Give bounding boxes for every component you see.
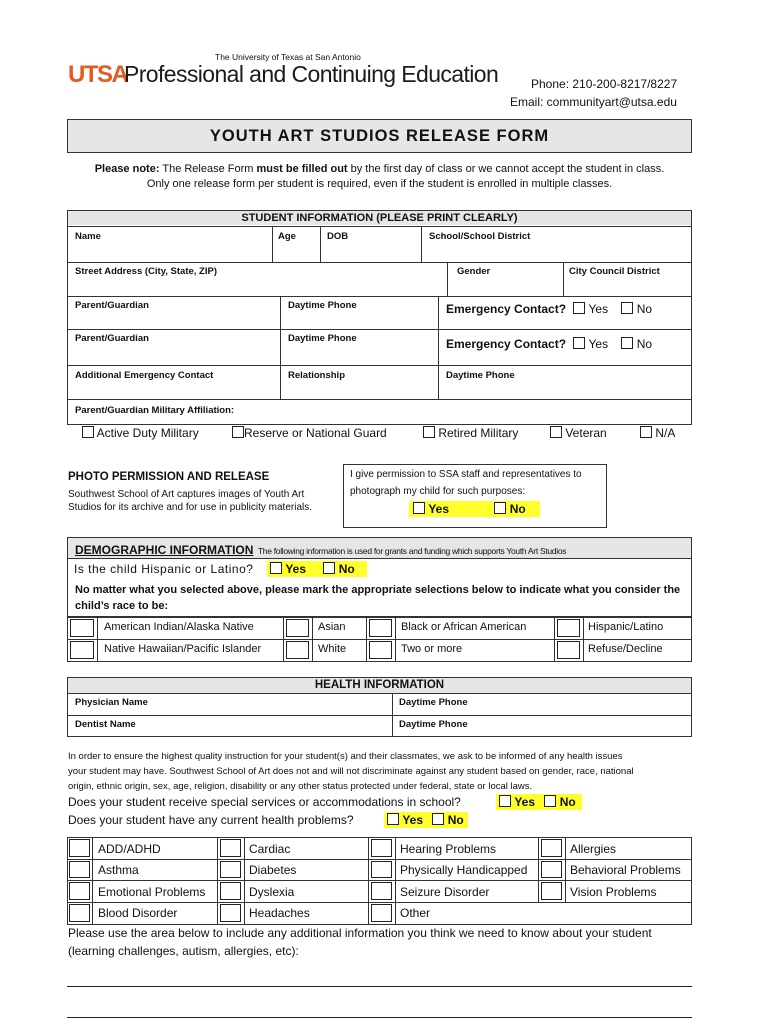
additional-info-1: Please use the area below to include any additional information you think we need to know about your student <box>68 926 652 940</box>
condition-other: Other <box>400 906 431 920</box>
emergency-contact-1 <box>446 302 652 316</box>
demographic-subhead: The following information is used for grants and funding which supports Youth Art Studios <box>257 546 567 556</box>
race-checkbox-white[interactable] <box>286 641 309 659</box>
label-age: Age <box>278 231 296 242</box>
condition-cardiac: Cardiac <box>249 842 291 856</box>
military-reserve-label: Reserve or National Guard <box>244 426 387 440</box>
condition-checkbox-other[interactable] <box>371 904 392 922</box>
condition-checkbox-handicapped[interactable] <box>371 861 392 878</box>
military-active-label: Active Duty Military <box>96 426 199 440</box>
military-na-checkbox[interactable] <box>640 426 652 438</box>
note-line-1 <box>67 163 692 175</box>
demographic-heading-row <box>75 541 566 559</box>
condition-hearing: Hearing Problems <box>400 842 497 856</box>
military-active-checkbox[interactable] <box>82 426 94 438</box>
condition-asthma: Asthma <box>98 863 139 877</box>
race-checkbox-hawaiian[interactable] <box>70 641 94 659</box>
health-para-2: your student may have. Southwest School of Art does not and will not discriminate against any student based on gender, race, national <box>68 766 634 777</box>
special-services-question: Does your student receive special services or accommodations in school? <box>68 795 461 809</box>
utsa-logo: UTSA <box>68 61 128 88</box>
condition-handicapped: Physically Handicapped <box>400 863 528 877</box>
race-hawaiian: Native Hawaiian/Pacific Islander <box>104 643 262 655</box>
health-no-checkbox[interactable] <box>432 813 444 825</box>
photo-permission-1: I give permission to SSA staff and representatives to <box>350 469 582 480</box>
race-american-indian: American Indian/Alaska Native <box>104 621 254 633</box>
condition-blood: Blood Disorder <box>98 906 178 920</box>
hispanic-no-checkbox[interactable] <box>323 562 335 574</box>
condition-dyslexia: Dyslexia <box>249 885 295 899</box>
race-checkbox-two-or-more[interactable] <box>369 641 392 659</box>
military-option-reserve <box>232 426 387 440</box>
photo-permission-2: photograph my child for such purposes: <box>350 486 526 497</box>
health-heading: HEALTH INFORMATION <box>314 679 445 691</box>
dept-name: Professional and Continuing Education <box>124 61 499 87</box>
condition-add-adhd: ADD/ADHD <box>98 842 161 856</box>
condition-headaches: Headaches <box>249 906 310 920</box>
condition-checkbox-dyslexia[interactable] <box>220 882 241 900</box>
special-services-options <box>496 794 582 810</box>
university-name: The University of Texas at San Antonio <box>215 52 361 62</box>
military-option-na <box>640 426 675 440</box>
condition-allergies: Allergies <box>570 842 617 856</box>
contact-phone: Phone: 210-200-8217/8227 <box>531 77 678 91</box>
special-no-checkbox[interactable] <box>544 795 556 807</box>
hispanic-yes-checkbox[interactable] <box>270 562 282 574</box>
race-two-or-more: Two or more <box>401 643 463 655</box>
label-dentist: Dentist Name <box>75 719 136 730</box>
condition-emotional: Emotional Problems <box>98 885 206 899</box>
military-option-veteran <box>550 426 607 440</box>
military-option-retired <box>423 426 518 440</box>
emergency-1-yes-label: Yes <box>588 302 609 316</box>
race-hispanic: Hispanic/Latino <box>588 621 664 633</box>
photo-yes-checkbox[interactable] <box>413 502 425 514</box>
health-problems-options <box>384 812 468 828</box>
health-para-3: origin, ethnic origin, sex, age, religion, disability or any other status protected under federal, state or local laws. <box>68 781 533 792</box>
note-text-2: by the first day of class or we cannot accept the student in class. <box>347 163 665 175</box>
hispanic-yes-label: Yes <box>285 562 307 576</box>
health-no-label: No <box>447 813 464 827</box>
military-option-active <box>82 426 199 440</box>
label-gender: Gender <box>457 266 491 277</box>
photo-no-checkbox[interactable] <box>494 502 506 514</box>
label-phone-3: Daytime Phone <box>446 370 515 381</box>
military-reserve-checkbox[interactable] <box>232 426 244 438</box>
race-black: Black or African American <box>401 621 527 633</box>
student-info-table <box>67 210 692 425</box>
race-checkbox-refuse[interactable] <box>557 641 580 659</box>
condition-checkbox-allergies[interactable] <box>541 839 562 857</box>
race-asian: Asian <box>318 621 346 633</box>
health-problems-question: Does your student have any current health problems? <box>68 813 354 827</box>
note-text-1: The Release Form <box>159 163 257 175</box>
condition-checkbox-emotional[interactable] <box>69 882 90 900</box>
race-checkbox-black[interactable] <box>369 619 392 637</box>
hispanic-no-label: No <box>338 562 355 576</box>
condition-checkbox-add-adhd[interactable] <box>69 839 90 857</box>
emergency-label-1: Emergency Contact? <box>446 302 567 316</box>
emergency-1-no-label: No <box>636 302 653 316</box>
military-retired-label: Retired Military <box>438 426 519 440</box>
condition-vision: Vision Problems <box>570 885 657 899</box>
label-parent-2: Parent/Guardian <box>75 333 149 344</box>
special-yes-label: Yes <box>514 795 536 809</box>
condition-checkbox-cardiac[interactable] <box>220 839 241 857</box>
special-yes-checkbox[interactable] <box>499 795 511 807</box>
photo-yes-label: Yes <box>428 502 450 516</box>
photo-no-label: No <box>509 502 526 516</box>
photo-desc-1: Southwest School of Art captures images of Youth Art <box>68 489 305 500</box>
military-veteran-label: Veteran <box>565 426 607 440</box>
condition-checkbox-vision[interactable] <box>541 882 562 900</box>
race-checkbox-hispanic[interactable] <box>557 619 580 637</box>
photo-heading: PHOTO PERMISSION AND RELEASE <box>68 471 270 483</box>
emergency-2-yes-label: Yes <box>588 337 609 351</box>
photo-options <box>409 501 540 517</box>
health-para-1: In order to ensure the highest quality instruction for your student(s) and their classmates, we ask to be informed of any health issues <box>68 751 623 762</box>
note-line-2: Only one release form per student is required, even if the student is enrolled in multiple classes. <box>146 178 613 190</box>
hispanic-question: Is the child Hispanic or Latino? <box>74 562 254 576</box>
label-street: Street Address (City, State, ZIP) <box>75 266 218 277</box>
condition-checkbox-headaches[interactable] <box>220 904 241 922</box>
condition-checkbox-hearing[interactable] <box>371 839 392 857</box>
additional-info-line-2[interactable] <box>67 1017 692 1018</box>
condition-checkbox-behavioral[interactable] <box>541 861 562 878</box>
condition-behavioral: Behavioral Problems <box>570 863 681 877</box>
condition-diabetes: Diabetes <box>249 863 297 877</box>
condition-checkbox-asthma[interactable] <box>69 861 90 878</box>
emergency-label-2: Emergency Contact? <box>446 337 567 351</box>
label-school: School/School District <box>429 231 531 242</box>
student-heading: STUDENT INFORMATION (PLEASE PRINT CLEARLY) <box>241 212 518 224</box>
emergency-2-no-checkbox[interactable] <box>621 337 633 349</box>
race-white: White <box>318 643 347 655</box>
demographic-heading: DEMOGRAPHIC INFORMATION <box>75 543 254 557</box>
race-checkbox-asian[interactable] <box>286 619 309 637</box>
military-veteran-checkbox[interactable] <box>550 426 562 438</box>
condition-checkbox-seizure[interactable] <box>371 882 392 900</box>
condition-checkbox-diabetes[interactable] <box>220 861 241 878</box>
race-refuse: Refuse/Decline <box>588 643 663 655</box>
photo-desc-2: Studios for its archive and for use in publicity materials. <box>68 502 312 513</box>
label-physician: Physician Name <box>75 697 148 708</box>
emergency-1-yes-checkbox[interactable] <box>573 302 585 314</box>
label-phone-2: Daytime Phone <box>288 333 357 344</box>
label-dob: DOB <box>327 231 349 242</box>
label-phone-1: Daytime Phone <box>288 300 357 311</box>
emergency-contact-2 <box>446 337 652 351</box>
health-yes-label: Yes <box>402 813 424 827</box>
note-bold: must be filled out <box>256 163 348 175</box>
label-relationship: Relationship <box>288 370 346 381</box>
military-retired-checkbox[interactable] <box>423 426 435 438</box>
additional-info-line-1[interactable] <box>67 986 692 987</box>
condition-seizure: Seizure Disorder <box>400 885 490 899</box>
note-label: Please note: <box>94 163 160 175</box>
label-physician-phone: Daytime Phone <box>399 697 468 708</box>
label-additional-contact: Additional Emergency Contact <box>75 370 214 381</box>
special-no-label: No <box>559 795 576 809</box>
additional-info-2: (learning challenges, autism, allergies, etc): <box>68 944 299 958</box>
label-dentist-phone: Daytime Phone <box>399 719 468 730</box>
label-parent-1: Parent/Guardian <box>75 300 149 311</box>
contact-email: Email: communityart@utsa.edu <box>510 95 677 109</box>
race-checkbox-american-indian[interactable] <box>70 619 94 637</box>
hispanic-options <box>267 561 367 577</box>
label-military: Parent/Guardian Military Affiliation: <box>75 405 235 416</box>
health-yes-checkbox[interactable] <box>387 813 399 825</box>
race-note: No matter what you selected above, please mark the appropriate selections below to indicate what you consider the child’s race to be: <box>75 584 681 612</box>
label-council: City Council District <box>569 266 660 277</box>
emergency-2-yes-checkbox[interactable] <box>573 337 585 349</box>
emergency-1-no-checkbox[interactable] <box>621 302 633 314</box>
label-name: Name <box>75 231 101 242</box>
emergency-2-no-label: No <box>636 337 653 351</box>
military-na-label: N/A <box>655 426 676 440</box>
page-title: YOUTH ART STUDIOS RELEASE FORM <box>209 127 550 145</box>
condition-checkbox-blood[interactable] <box>69 904 90 922</box>
